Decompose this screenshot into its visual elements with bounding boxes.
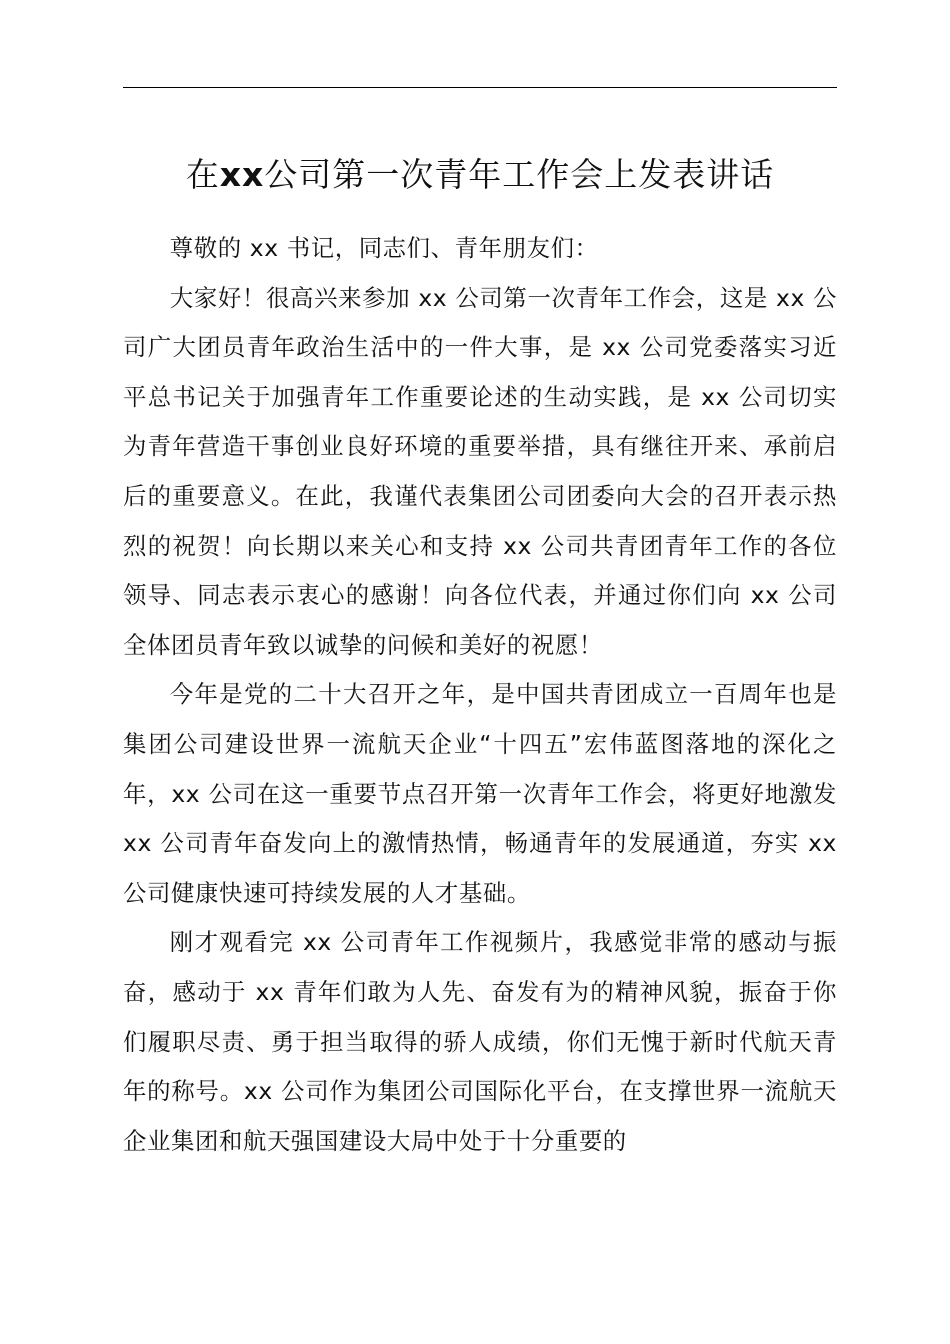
document-body bbox=[123, 224, 837, 1166]
paragraph-2: 今年是党的二十大召开之年，是中国共青团成立一百周年也是集团公司建设世界一流航天企业“十四五”宏伟蓝图落地的深化之年，xx 公司在这一重要节点召开第一次青年工作会，将更好地激发 xx 公司青年奋发向上的激情热情，畅通青年的发展通道，夯实 xx 公司健康快速可持续发展的人才基础。 bbox=[123, 680, 837, 907]
title-company-placeholder: xx bbox=[219, 155, 265, 194]
header-rule bbox=[123, 87, 837, 88]
document-title bbox=[123, 148, 837, 202]
title-suffix: 公司第一次青年工作会上发表讲话 bbox=[264, 155, 775, 194]
paragraph-1: 大家好！很高兴来参加 xx 公司第一次青年工作会，这是 xx 公司广大团员青年政治生活中的一件大事，是 xx 公司党委落实习近平总书记关于加强青年工作重要论述的生动实践，是 xx 公司切实为青年营造干事创业良好环境的重要举措，具有继往开来、承前启后的重要意义。在此，我谨代表集团公司团委向大会的召开表示热烈的祝贺！向长期以来关心和支持 xx 公司共青团青年工作的各位领导、同志表示衷心的感谢！向各位代表，并通过你们向 xx 公司全体团员青年致以诚挚的问候和美好的祝愿！ bbox=[123, 283, 837, 659]
paragraph-3: 刚才观看完 xx 公司青年工作视频片，我感觉非常的感动与振奋，感动于 xx 青年们敢为人先、奋发有为的精神风貌，振奋于你们履职尽责、勇于担当取得的骄人成绩，你们无愧于新时代航天青年的称号。xx 公司作为集团公司国际化平台，在支撑世界一流航天企业集团和航天强国建设大局中处于十分重要的 bbox=[123, 928, 837, 1155]
salutation: 尊敬的 xx 书记，同志们、青年朋友们： bbox=[169, 234, 599, 262]
title-prefix: 在 bbox=[185, 155, 220, 194]
